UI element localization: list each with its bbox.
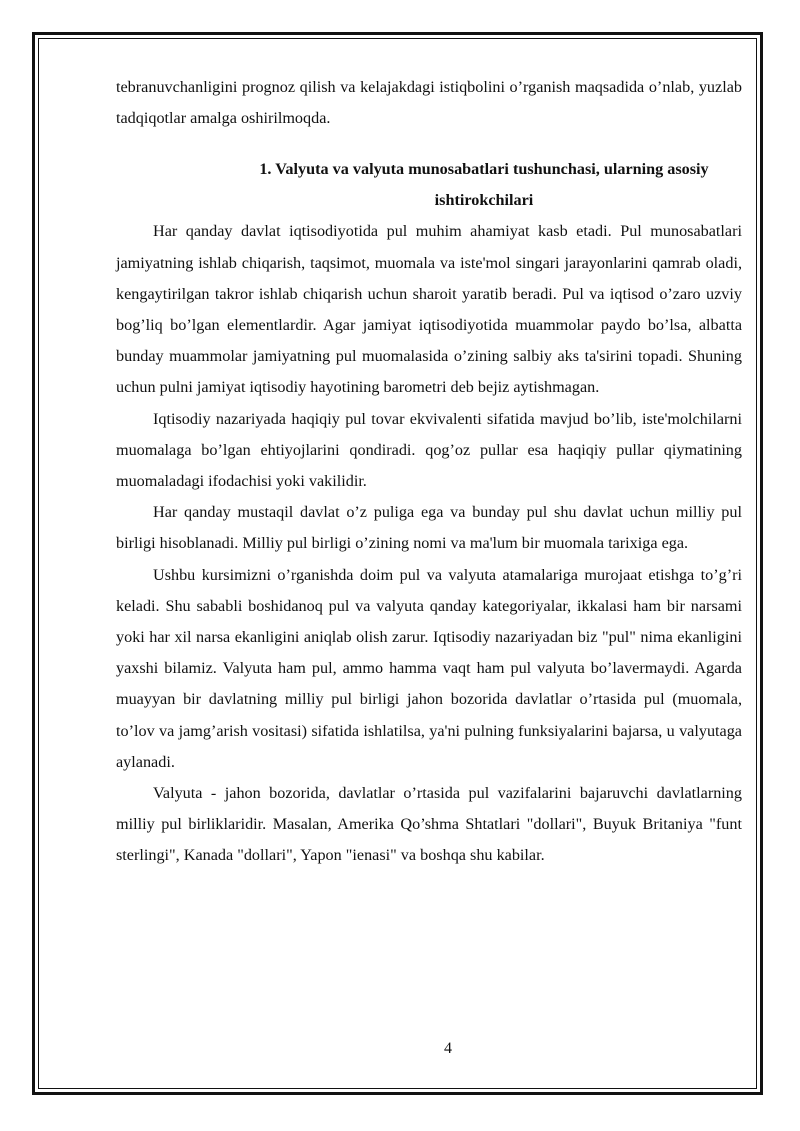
page-number: 4	[444, 1040, 452, 1057]
continued-text: tebranuvchanligini prognoz qilish va kelajakdagi istiqbolini o’rganish maqsadida o’nlab, yuzlab tadqiqotlar amalga oshirilmoqda.	[116, 78, 742, 128]
paragraph: Har qanday davlat iqtisodiyotida pul muhim ahamiyat kasb etadi. Pul munosabatlari jamiyatning ishlab chiqarish, taqsimot, muomala va iste'mol singari jarayonlarini qamrab oladi, kengaytirilgan takror ishlab chiqarish uchun sharoit yaratib beradi. Pul va iqtisod o’zaro uzviy bog’liq bo’lgan elementlardir. Agar jamiyat iqtisodiyotida muammolar paydo bo’lsa, albatta bunday muammolar jamiyatning pul muomalasida o’zining salbiy aks ta'sirini topadi. Shuning uchun pulni jamiyat iqtisodiy hayotining barometri deb bejiz aytishmagan.	[116, 222, 742, 397]
paragraph: Har qanday mustaqil davlat o’z puliga ega va bunday pul shu davlat uchun milliy pul birligi hisoblanadi. Milliy pul birligi o’zining nomi va ma'lum bir muomala tarixiga ega.	[116, 503, 742, 553]
document-body	[116, 72, 742, 872]
section-heading: 1. Valyuta va valyuta munosabatlari tushunchasi, ularning asosiy ishtirokchilari	[259, 160, 709, 210]
paragraph: Ushbu kursimizni o’rganishda doim pul va valyuta atamalariga murojaat etishga to’g’ri keladi. Shu sababli boshidanoq pul va valyuta qanday kategoriyalar, ikkalasi ham bir narsami yoki har xil narsa ekanligini aniqlab olish zarur. Iqtisodiy nazariyadan biz "pul" nima ekanligini yaxshi bilamiz. Valyuta ham pul, ammo hamma vaqt ham pul valyuta bo’lavermaydi. Agarda muayyan bir davlatning milliy pul birligi jahon bozorida davlatlar o’rtasida pul (muomala, to’lov va jamg’arish vositasi) sifatida ishlatilsa, ya'ni pulning funksiyalarini bajarsa, u valyutaga aylanadi.	[116, 565, 742, 771]
paragraph: Valyuta - jahon bozorida, davlatlar o’rtasida pul vazifalarini bajaruvchi davlatlarning milliy pul birliklaridir. Masalan, Amerika Qo’shma Shtatlari "dollari", Buyuk Britaniya "funt sterlingi", Kanada "dollari", Yapon "ienasi" va boshqa shu kabilar.	[116, 784, 742, 865]
paragraph: Iqtisodiy nazariyada haqiqiy pul tovar ekvivalenti sifatida mavjud bo’lib, iste'molchilarni muomalaga bo’lgan ehtiyojlarini qondiradi. qog’oz pullar esa haqiqiy pullar qiymatining muomaladagi ifodachisi yoki vakilidir.	[116, 409, 742, 491]
